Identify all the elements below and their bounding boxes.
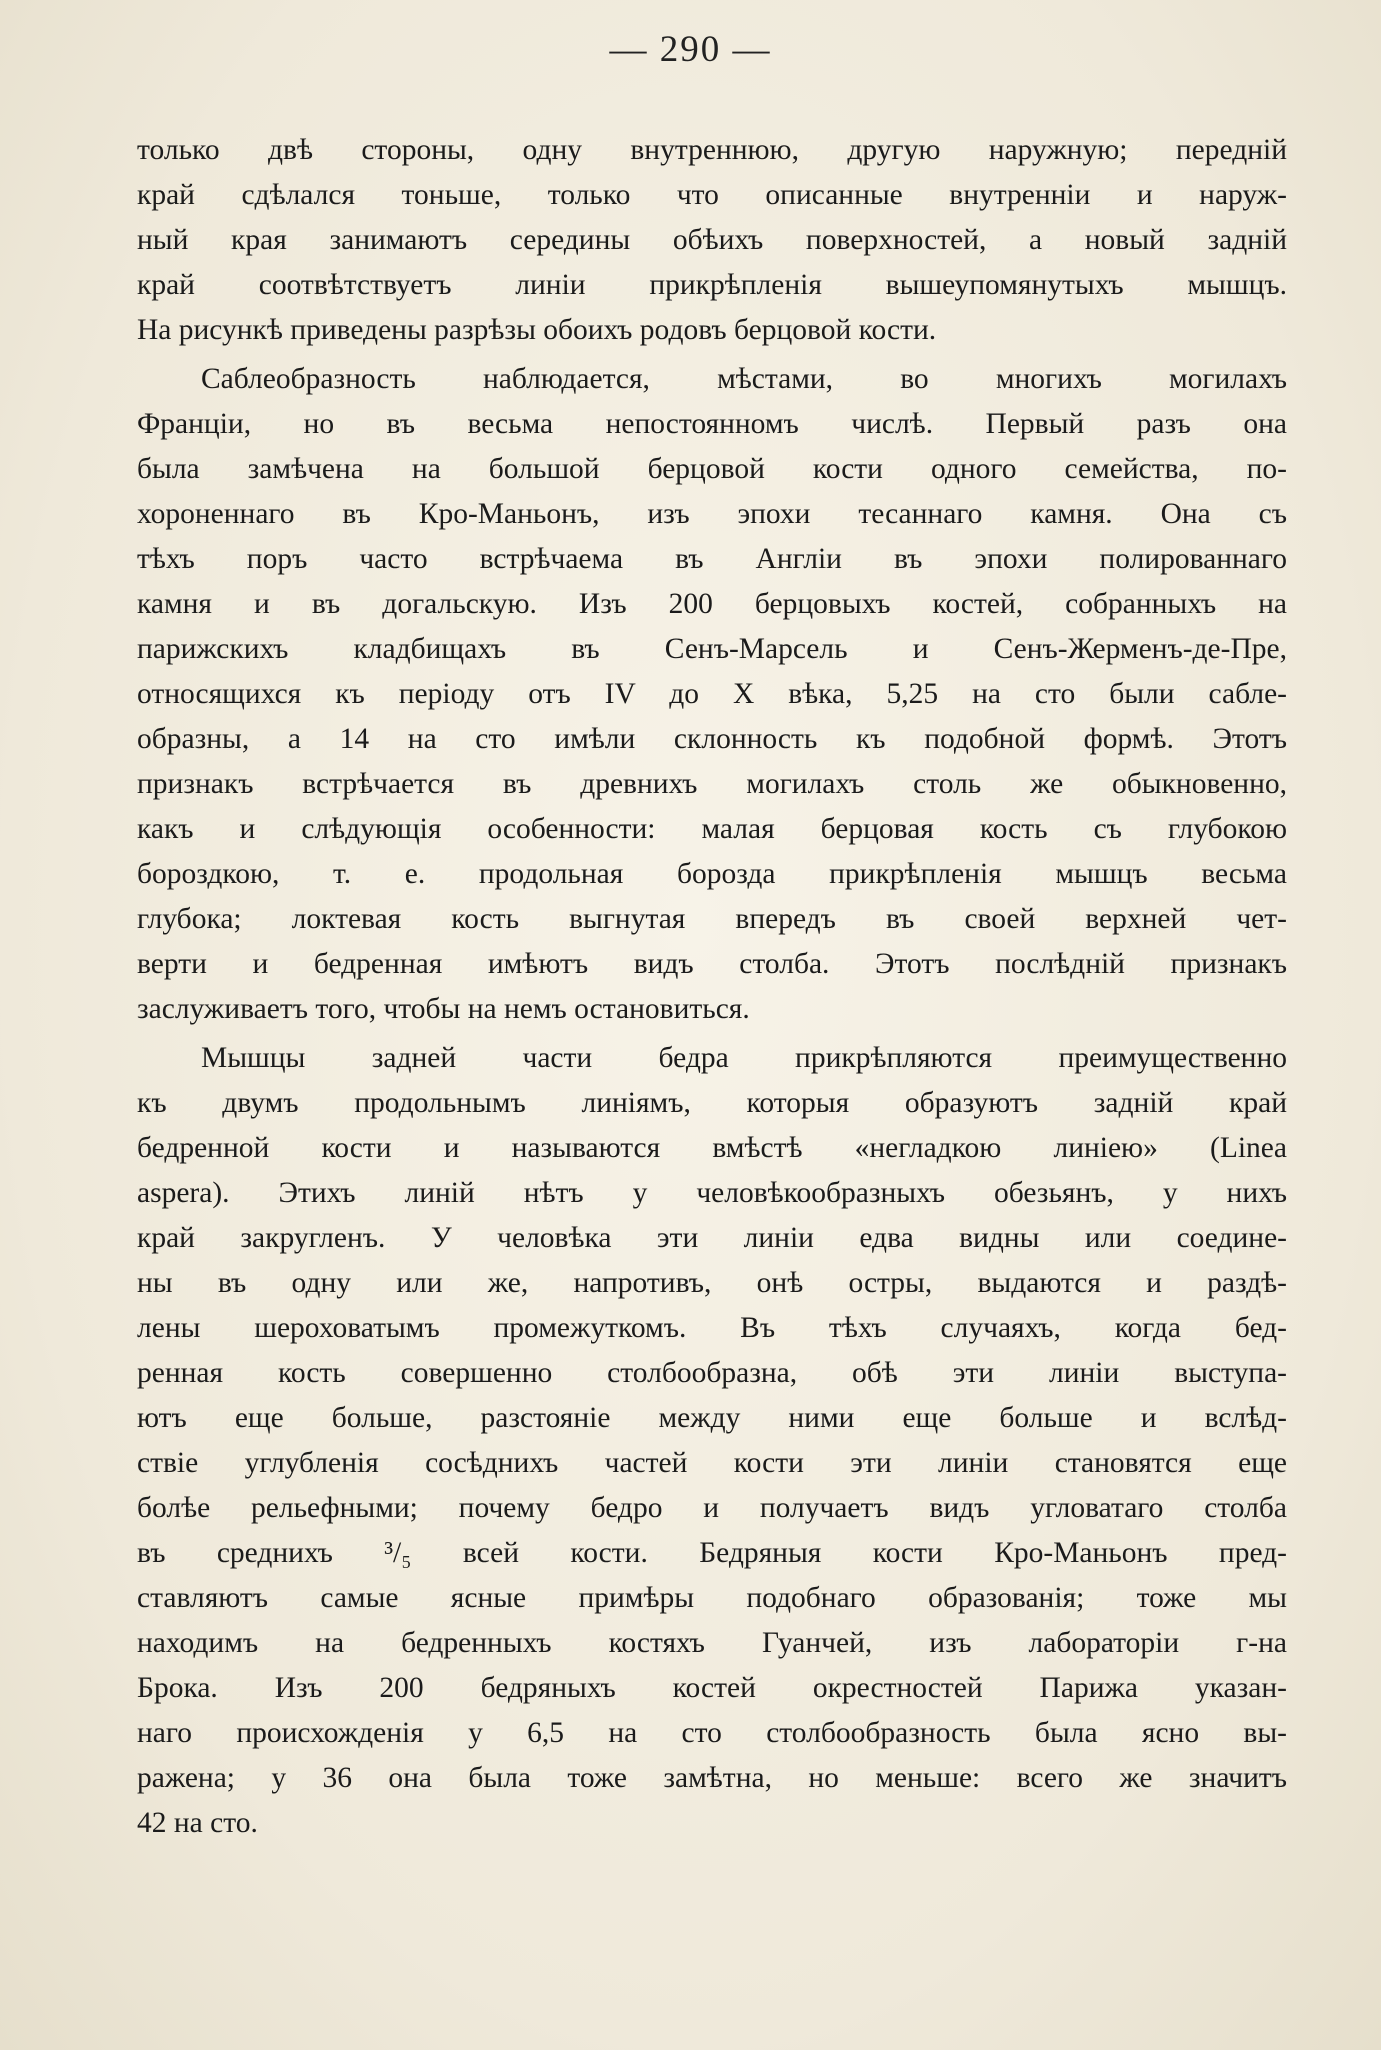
- text-line: aspera). Этихъ линій нѣтъ у человѣкообразныхъ обезьянъ, у нихъ: [137, 1177, 1287, 1209]
- text-line: Брока. Изъ 200 бедряныхъ костей окрестностей Парижа указан-: [137, 1672, 1287, 1704]
- text-line: относящихся къ періоду отъ IV до X вѣка, 5,25 на сто были сабле-: [137, 678, 1287, 710]
- text-line: ренная кость совершенно столбообразна, обѣ эти линіи выступа-: [137, 1357, 1287, 1389]
- text-line: Мышцы задней части бедра прикрѣпляются преимущественно: [201, 1042, 1287, 1074]
- text-line: признакъ встрѣчается въ древнихъ могилахъ столь же обыкновенно,: [137, 768, 1287, 800]
- text-line: 42 на сто.: [137, 1807, 258, 1839]
- text-line: только двѣ стороны, одну внутреннюю, другую наружную; передній: [137, 134, 1287, 166]
- text-line: край сдѣлался тоньше, только что описанные внутренніи и наруж-: [137, 179, 1287, 211]
- text-line: ражена; у 36 она была тоже замѣтна, но меньше: всего же значитъ: [137, 1762, 1287, 1794]
- text-line: хороненнаго въ Кро-Маньонъ, изъ эпохи тесаннаго камня. Она съ: [137, 498, 1287, 530]
- text-line: глубока; локтевая кость выгнутая впередъ въ своей верхней чет-: [137, 903, 1287, 935]
- text-line: край соотвѣтствуетъ линіи прикрѣпленія вышеупомянутыхъ мышцъ.: [137, 269, 1287, 301]
- text-line: заслуживаетъ того, чтобы на немъ остановиться.: [137, 993, 750, 1025]
- text-line: бедренной кости и называются вмѣстѣ «негладкою линіею» (Linea: [137, 1132, 1287, 1164]
- text-line: край закругленъ. У человѣка эти линіи едва видны или соедине-: [137, 1222, 1287, 1254]
- text-line: бороздкою, т. е. продольная борозда прикрѣпленія мышцъ весьма: [137, 858, 1287, 890]
- text-line: образны, а 14 на сто имѣли склонность къ подобной формѣ. Этотъ: [137, 723, 1287, 755]
- text-line: ствіе углубленія сосѣднихъ частей кости эти линіи становятся еще: [137, 1447, 1287, 1479]
- text-line: къ двумъ продольнымъ линіямъ, которыя образуютъ задній край: [137, 1087, 1287, 1119]
- text-line: верти и бедренная имѣютъ видъ столба. Этотъ послѣдній признакъ: [137, 948, 1287, 980]
- text-line: ный края занимаютъ середины обѣихъ поверхностей, а новый задній: [137, 224, 1287, 256]
- text-line: парижскихъ кладбищахъ въ Сенъ-Марсель и Сенъ-Жерменъ-де-Пре,: [137, 633, 1287, 665]
- text-line: въ среднихъ ³/₅ всей кости. Бедряныя кости Кро-Маньонъ пред-: [137, 1537, 1287, 1569]
- text-line: находимъ на бедренныхъ костяхъ Гуанчей, изъ лабораторіи г-на: [137, 1627, 1287, 1659]
- paragraph-3: [137, 1036, 1287, 1846]
- text-line: камня и въ догальскую. Изъ 200 берцовыхъ костей, собранныхъ на: [137, 588, 1287, 620]
- text-line: ставляютъ самые ясные примѣры подобнаго образованія; тоже мы: [137, 1582, 1287, 1614]
- text-line: На рисункѣ приведены разрѣзы обоихъ родовъ берцовой кости.: [137, 314, 937, 346]
- text-line: какъ и слѣдующія особенности: малая берцовая кость съ глубокою: [137, 813, 1287, 845]
- text-line: была замѣчена на большой берцовой кости одного семейства, по-: [137, 453, 1287, 485]
- paragraph-2: [137, 357, 1287, 1032]
- text-line: ны въ одну или же, напротивъ, онѣ остры, выдаются и раздѣ-: [137, 1267, 1287, 1299]
- text-line: наго происхожденія у 6,5 на сто столбообразность была ясно вы-: [137, 1717, 1287, 1749]
- text-line: тѣхъ поръ часто встрѣчаема въ Англіи въ эпохи полированнаго: [137, 543, 1287, 575]
- page-body: [137, 128, 1287, 1850]
- page-number: — 290 —: [609, 29, 772, 70]
- text-line: болѣе рельефными; почему бедро и получаетъ видъ угловатаго столба: [137, 1492, 1287, 1524]
- text-line: Франціи, но въ весьма непостоянномъ числѣ. Первый разъ она: [137, 408, 1287, 440]
- text-line: ютъ еще больше, разстояніе между ними еще больше и вслѣд-: [137, 1402, 1287, 1434]
- text-line: лены шероховатымъ промежуткомъ. Въ тѣхъ случаяхъ, когда бед-: [137, 1312, 1287, 1344]
- text-line: Саблеобразность наблюдается, мѣстами, во многихъ могилахъ: [201, 363, 1287, 395]
- paragraph-1: [137, 128, 1287, 353]
